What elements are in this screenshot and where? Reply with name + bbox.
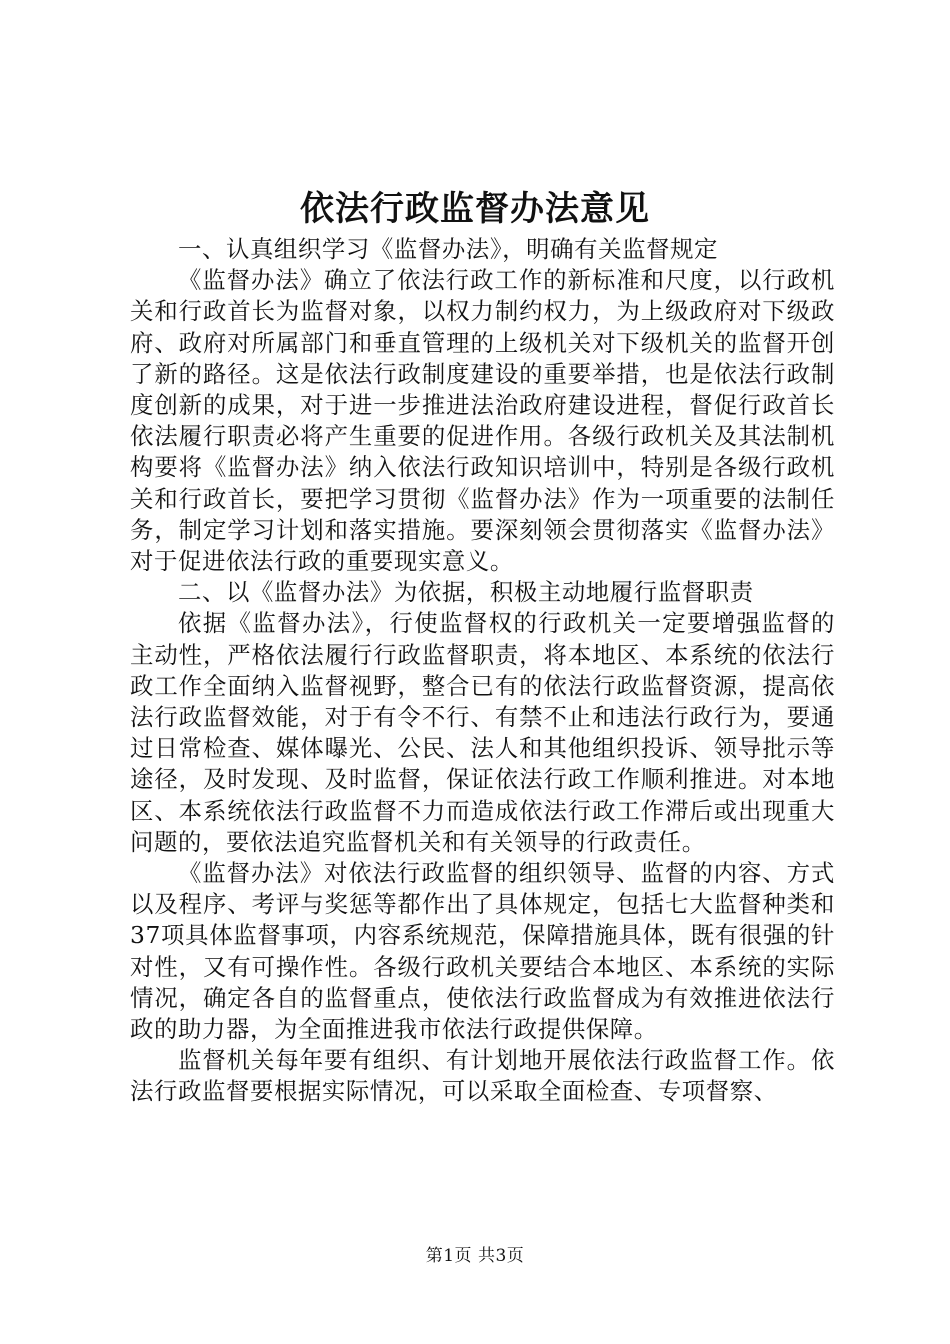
section-heading-1: 一、认真组织学习《监督办法》，明确有关监督规定 — [177, 235, 719, 263]
document-title: 依法行政监督办法意见 — [300, 189, 650, 229]
document-body — [130, 234, 835, 1108]
body-paragraph: 依据《监督办法》，行使监督权的行政机关一定要增强监督的主动性，严格依法履行行政监督职责，将本地区、本系统的依法行政工作全面纳入监督视野，整合已有的依法行政监督资源，提高依法行政监督效能，对于有令不行、有禁不止和违法行政行为，要通过日常检查、媒体曝光、公民、法人和其他组织投诉、领导批示等途径，及时发现、及时监督，保证依法行政工作顺利推进。对本地区、本系统依法行政监督不力而造成依法行政工作滞后或出现重大问题的，要依法追究监督机关和有关领导的行政责任。 — [130, 609, 835, 856]
page-footer: 第1页 共3页 — [425, 1246, 525, 1266]
body-paragraph: 《监督办法》对依法行政监督的组织领导、监督的内容、方式以及程序、考评与奖惩等都作出了具体规定，包括七大监督种类和37项具体监督事项，内容系统规范，保障措施具体，既有很强的针对性，又有可操作性。各级行政机关要结合本地区、本系统的实际情况，确定各自的监督重点，使依法行政监督成为有效推进依法行政的助力器，为全面推进我市依法行政提供保障。 — [130, 859, 835, 1044]
body-paragraph: 《监督办法》确立了依法行政工作的新标准和尺度，以行政机关和行政首长为监督对象，以权力制约权力，为上级政府对下级政府、政府对所属部门和垂直管理的上级机关对下级机关的监督开创了新的路径。这是依法行政制度建设的重要举措，也是依法行政制度创新的成果，对于进一步推进法治政府建设进程，督促行政首长依法履行职责必将产生重要的促进作用。各级行政机关及其法制机构要将《监督办法》纳入依法行政知识培训中，特别是各级行政机关和行政首长，要把学习贯彻《监督办法》作为一项重要的法制任务，制定学习计划和落实措施。要深刻领会贯彻落实《监督办法》对于促进依法行政的重要现实意义。 — [130, 266, 835, 576]
body-paragraph: 监督机关每年要有组织、有计划地开展依法行政监督工作。依法行政监督要根据实际情况，可以采取全面检查、专项督察、 — [130, 1046, 835, 1106]
section-heading-2: 二、以《监督办法》为依据，积极主动地履行监督职责 — [177, 578, 754, 607]
